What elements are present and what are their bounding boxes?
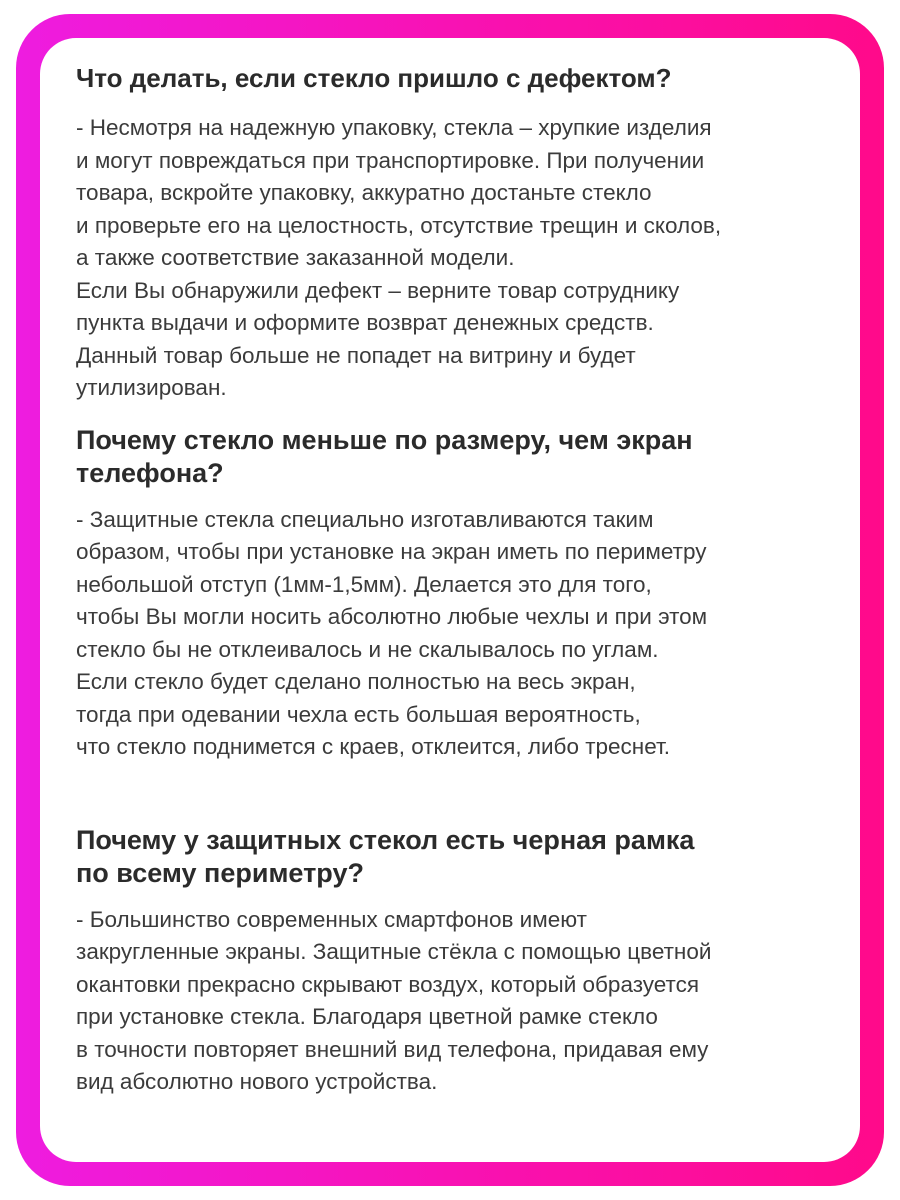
faq-question-black-frame: Почему у защитных стекол есть черная рамка по всему периметру? [76, 824, 695, 888]
faq-card [40, 38, 860, 1162]
faq-section-black-frame [76, 824, 830, 1099]
faq-question-defect: Что делать, если стекло пришло с дефектом? [76, 63, 672, 93]
faq-section-size [76, 424, 830, 764]
faq-answer-black-frame: - Большинство современных смартфонов имеют закругленные экраны. Защитные стёкла с помощью цветной окантовки прекрасно скрывают воздух, который образуется при установке стекла. Благодаря цветной рамке стекло в точности повторяет внешний вид телефона, придавая ему вид абсолютно нового устройства. [76, 906, 712, 1094]
faq-question-size: Почему стекло меньше по размеру, чем экран телефона? [76, 424, 693, 488]
faq-answer-size: - Защитные стекла специально изготавливаются таким образом, чтобы при установке на экран иметь по периметру небольшой отступ (1мм-1,5мм). Делается это для того, чтобы Вы могли носить абсолютно любые чехлы и при этом стекло бы не отклеивалось и не скалывалось по углам. Если стекло будет сделано полностью на весь экран, тогда при одевании чехла есть большая вероятность, что стекло поднимется с краев, отклеится, либо треснет. [76, 506, 708, 759]
faq-answer-defect: - Несмотря на надежную упаковку, стекла – хрупкие изделия и могут повреждаться при транспортировке. При получении товара, вскройте упаковку, аккуратно достаньте стекло и проверьте его на целостность, отсутствие трещин и сколов, а также соответствие заказанной модели. Если Вы обнаружили дефект – верните товар сотруднику пункта выдачи и оформите возврат денежных средств. Данный товар больше не попадет на витрину и будет утилизирован. [76, 115, 722, 400]
faq-section-defect [76, 62, 830, 405]
